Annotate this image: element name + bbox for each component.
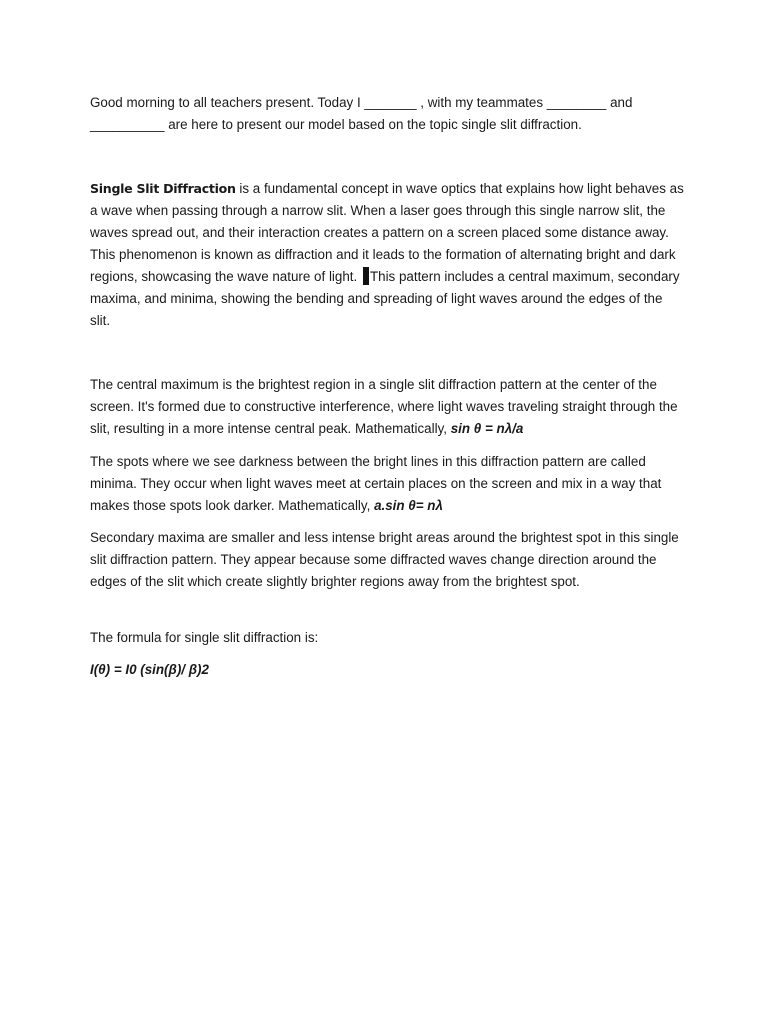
definition-paragraph[interactable] <box>90 178 686 332</box>
formula-paragraph[interactable] <box>90 659 686 681</box>
definition-term: Single Slit Diffraction <box>90 181 236 196</box>
minima-equation: a.sin θ= nλ <box>374 498 443 513</box>
central-maximum-paragraph[interactable] <box>90 374 686 440</box>
minima-text: The spots where we see darkness between the bright lines in this diffraction pattern are called minima. They occur when light waves meet at certain places on the screen and mix in a way that makes those spots look darker. Mathematically, <box>90 454 662 513</box>
formula-equation: I(θ) = I0 (sin(β)/ β)2 <box>90 662 209 677</box>
document-body[interactable] <box>90 92 686 681</box>
definition-text-end: This pattern includes a central maximum, secondary maxima, and minima, showing the bending and spreading of light waves around the edges of the slit. <box>90 269 680 328</box>
intro-paragraph[interactable] <box>90 92 686 136</box>
central-maximum-text: The central maximum is the brightest region in a single slit diffraction pattern at the center of the screen. It's formed due to constructive interference, where light waves traveling straight through the slit, resulting in a more intense central peak. Mathematically, <box>90 377 678 436</box>
intro-text: Good morning to all teachers present. Today I _______ , with my teammates ________ and __________ are here to present our model based on the topic single slit diffraction. <box>90 95 633 132</box>
secondary-maxima-text: Secondary maxima are smaller and less intense bright areas around the brightest spot in this single slit diffraction pattern. They appear because some diffracted waves change direction around the edges of the slit which create slightly brighter regions away from the brightest spot. <box>90 530 679 589</box>
text-cursor <box>363 267 369 285</box>
minima-paragraph[interactable] <box>90 451 686 517</box>
central-maximum-equation: sin θ = nλ/a <box>450 421 524 436</box>
definition-text-start: is a fundamental concept in wave optics that explains how light behaves as a wave when passing through a narrow slit. When a laser goes through this single narrow slit, the waves spread out, and their interaction creates a pattern on a screen placed some distance away. This phenomenon is known as diffraction and it leads to the formation of alternating bright and dark regions, showcasing the wave nature of light. <box>90 181 684 284</box>
secondary-maxima-paragraph[interactable] <box>90 527 686 593</box>
formula-label: The formula for single slit diffraction is: <box>90 630 319 645</box>
formula-label-paragraph[interactable] <box>90 627 686 649</box>
